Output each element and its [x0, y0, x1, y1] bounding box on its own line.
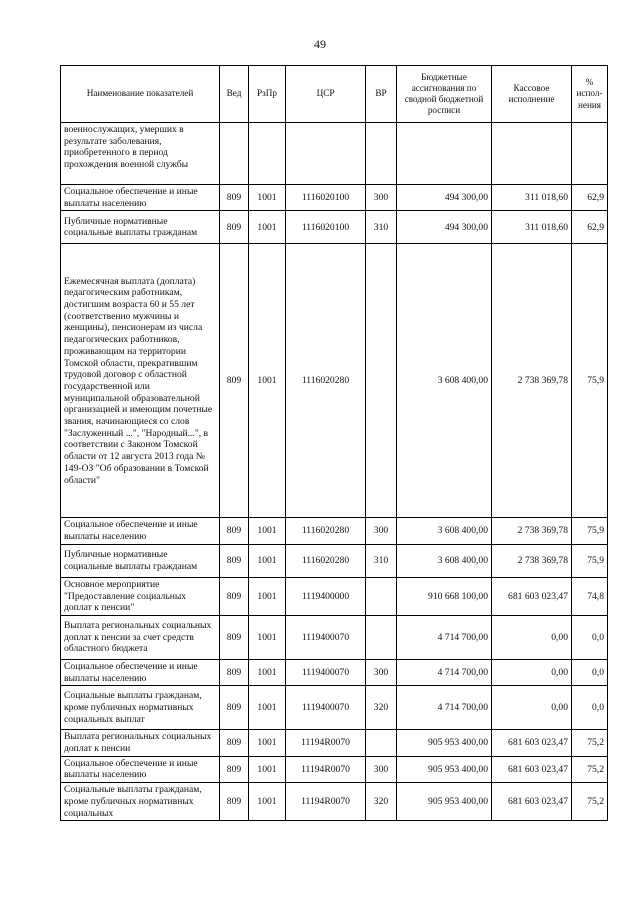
cell-csr: 1116020100: [286, 185, 366, 211]
cell-name: военнослужащих, умерших в результате заболевания, приобретенного в период прохождения военной службы: [61, 123, 220, 185]
cell-budget: 4 714 700,00: [397, 615, 492, 659]
cell-name: Социальное обеспечение и иные выплаты населению: [61, 185, 220, 211]
cell-ved: 809: [220, 518, 249, 544]
table-row: [61, 615, 608, 659]
cell-percent: 0,0: [572, 686, 608, 730]
cell-percent: 0,0: [572, 659, 608, 685]
cell-vr: [366, 615, 397, 659]
cell-rzpr: 1001: [249, 544, 286, 577]
cell-ved: 809: [220, 544, 249, 577]
cell-rzpr: [249, 123, 286, 185]
cell-vr: 300: [366, 518, 397, 544]
cell-csr: 1116020100: [286, 211, 366, 244]
page-number: 49: [314, 37, 326, 51]
cell-percent: 62,9: [572, 185, 608, 211]
cell-budget: 3 608 400,00: [397, 518, 492, 544]
column-header-vr: ВР: [366, 66, 397, 123]
table-row: [61, 577, 608, 615]
cell-cash: 681 603 023,47: [492, 577, 572, 615]
cell-vr: 320: [366, 783, 397, 821]
cell-rzpr: 1001: [249, 244, 286, 518]
cell-name: Публичные нормативные социальные выплаты гражданам: [61, 211, 220, 244]
cell-vr: [366, 123, 397, 185]
cell-csr: 1119400070: [286, 686, 366, 730]
cell-name: Выплата региональных социальных доплат к пенсии: [61, 730, 220, 756]
cell-ved: 809: [220, 730, 249, 756]
cell-cash: 311 018,60: [492, 185, 572, 211]
cell-csr: 11194R0070: [286, 756, 366, 782]
table-row: [61, 185, 608, 211]
cell-percent: 75,9: [572, 244, 608, 518]
cell-budget: 4 714 700,00: [397, 686, 492, 730]
cell-csr: 1119400070: [286, 615, 366, 659]
cell-name: Социальное обеспечение и иные выплаты населению: [61, 518, 220, 544]
cell-csr: 11194R0070: [286, 730, 366, 756]
cell-budget: 3 608 400,00: [397, 544, 492, 577]
cell-vr: 300: [366, 659, 397, 685]
cell-csr: 1116020280: [286, 518, 366, 544]
cell-percent: [572, 123, 608, 185]
table-row: [61, 659, 608, 685]
cell-budget: 905 953 400,00: [397, 730, 492, 756]
cell-cash: 681 603 023,47: [492, 756, 572, 782]
cell-vr: 300: [366, 756, 397, 782]
cell-cash: 311 018,60: [492, 211, 572, 244]
cell-csr: 11194R0070: [286, 783, 366, 821]
cell-ved: [220, 123, 249, 185]
cell-cash: 0,00: [492, 659, 572, 685]
cell-name: Основное мероприятие "Предоставление социальных доплат к пенсии": [61, 577, 220, 615]
cell-csr: 1116020280: [286, 544, 366, 577]
table-row: [61, 730, 608, 756]
cell-ved: 809: [220, 783, 249, 821]
table-row: [61, 244, 608, 518]
cell-vr: 300: [366, 185, 397, 211]
table-row: [61, 686, 608, 730]
cell-budget: [397, 123, 492, 185]
cell-budget: 905 953 400,00: [397, 756, 492, 782]
table-row: [61, 211, 608, 244]
cell-budget: 910 668 100,00: [397, 577, 492, 615]
cell-cash: 681 603 023,47: [492, 783, 572, 821]
cell-ved: 809: [220, 615, 249, 659]
cell-budget: 494 300,00: [397, 185, 492, 211]
cell-rzpr: 1001: [249, 577, 286, 615]
cell-name: Социальное обеспечение и иные выплаты населению: [61, 756, 220, 782]
cell-percent: 75,2: [572, 756, 608, 782]
column-header-name: Наименование показателей: [61, 66, 220, 123]
table-row: [61, 756, 608, 782]
cell-ved: 809: [220, 577, 249, 615]
cell-ved: 809: [220, 185, 249, 211]
table-row: [61, 544, 608, 577]
cell-percent: 75,2: [572, 783, 608, 821]
cell-percent: 75,9: [572, 518, 608, 544]
cell-rzpr: 1001: [249, 756, 286, 782]
cell-percent: 75,9: [572, 544, 608, 577]
table-row: [61, 783, 608, 821]
cell-cash: 681 603 023,47: [492, 730, 572, 756]
cell-ved: 809: [220, 659, 249, 685]
cell-cash: 2 738 369,78: [492, 518, 572, 544]
column-header-cash: Кассовое исполнение: [492, 66, 572, 123]
cell-percent: 62,9: [572, 211, 608, 244]
cell-budget: 494 300,00: [397, 211, 492, 244]
cell-vr: [366, 577, 397, 615]
cell-rzpr: 1001: [249, 615, 286, 659]
cell-percent: 75,2: [572, 730, 608, 756]
column-header-percent: % испол-нения: [572, 66, 608, 123]
cell-rzpr: 1001: [249, 185, 286, 211]
cell-vr: 310: [366, 544, 397, 577]
cell-name: Социальные выплаты гражданам, кроме публичных нормативных социальных: [61, 783, 220, 821]
column-header-ved: Вед: [220, 66, 249, 123]
table-header-row: [61, 66, 608, 123]
cell-name: Социальные выплаты гражданам, кроме публичных нормативных социальных выплат: [61, 686, 220, 730]
cell-rzpr: 1001: [249, 659, 286, 685]
cell-ved: 809: [220, 244, 249, 518]
cell-ved: 809: [220, 686, 249, 730]
budget-execution-table: [60, 65, 608, 821]
table-row: [61, 518, 608, 544]
column-header-budget: Бюджетные ассигнования по сводной бюджетной росписи: [397, 66, 492, 123]
cell-cash: 0,00: [492, 686, 572, 730]
table-body: [61, 123, 608, 821]
cell-name: Ежемесячная выплата (доплата) педагогическим работникам, достигшим возраста 60 и 55 лет (соответственно мужчины и женщины), пенсионерам из числа педагогических работников, проживающим на территории Томской области, прекратившим трудовой договор с областной государственной или муниципальной образовательной организацией и имеющим почетные звания, начинающиеся со слов "Заслуженный ...", "Народный...", в соответствии с Законом Томской области от 12 августа 2013 года № 149-ОЗ "Об образовании в Томской области": [61, 244, 220, 518]
cell-csr: [286, 123, 366, 185]
cell-vr: [366, 730, 397, 756]
table-row: [61, 123, 608, 185]
column-header-rzpr: РзПр: [249, 66, 286, 123]
cell-csr: 1119400000: [286, 577, 366, 615]
cell-rzpr: 1001: [249, 211, 286, 244]
cell-rzpr: 1001: [249, 518, 286, 544]
cell-rzpr: 1001: [249, 783, 286, 821]
cell-budget: 3 608 400,00: [397, 244, 492, 518]
cell-ved: 809: [220, 756, 249, 782]
cell-rzpr: 1001: [249, 686, 286, 730]
column-header-csr: ЦСР: [286, 66, 366, 123]
cell-budget: 4 714 700,00: [397, 659, 492, 685]
cell-cash: 2 738 369,78: [492, 244, 572, 518]
cell-ved: 809: [220, 211, 249, 244]
cell-percent: 74,8: [572, 577, 608, 615]
cell-name: Публичные нормативные социальные выплаты гражданам: [61, 544, 220, 577]
cell-cash: 0,00: [492, 615, 572, 659]
cell-name: Выплата региональных социальных доплат к пенсии за счет средств областного бюджета: [61, 615, 220, 659]
cell-vr: 310: [366, 211, 397, 244]
cell-csr: 1119400070: [286, 659, 366, 685]
cell-budget: 905 953 400,00: [397, 783, 492, 821]
cell-cash: 2 738 369,78: [492, 544, 572, 577]
cell-name: Социальное обеспечение и иные выплаты населению: [61, 659, 220, 685]
cell-csr: 1116020280: [286, 244, 366, 518]
cell-cash: [492, 123, 572, 185]
cell-vr: 320: [366, 686, 397, 730]
cell-rzpr: 1001: [249, 730, 286, 756]
cell-percent: 0,0: [572, 615, 608, 659]
cell-vr: [366, 244, 397, 518]
